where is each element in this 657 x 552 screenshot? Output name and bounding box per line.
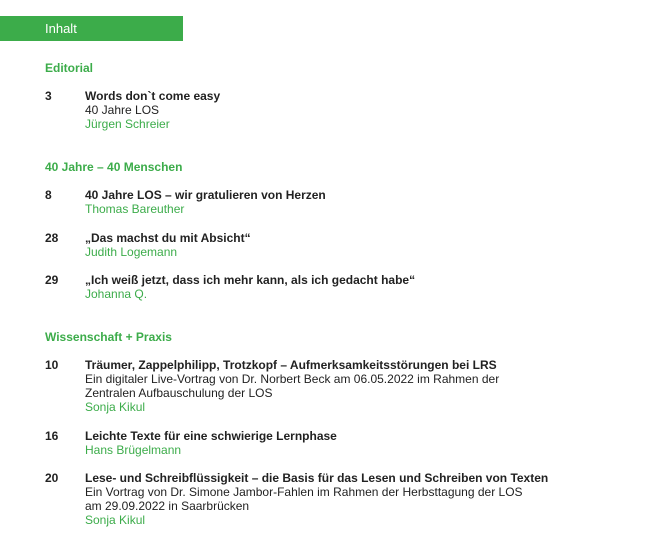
entry-author: Hans Brügelmann [85,443,182,457]
entry-author: Johanna Q. [85,287,148,301]
entry-author: Jürgen Schreier [85,117,170,131]
page-number: 3 [45,89,52,103]
entry-author: Sonja Kikul [85,513,146,527]
entry-description: Zentralen Aufbauschulung der LOS [85,386,273,400]
section-heading-editorial: Editorial [45,61,94,75]
entry-title: Leichte Texte für eine schwierige Lernphase [85,429,337,443]
entry-description: Ein Vortrag von Dr. Simone Jambor-Fahlen im Rahmen der Herbsttagung der LOS [85,485,523,499]
entry-title: Träumer, Zappelphilipp, Trotzkopf – Aufmerksamkeitsstörungen bei LRS [85,358,497,372]
toc-header-label: Inhalt [45,21,77,36]
entry-title: Lese- und Schreibflüssigkeit – die Basis für das Lesen und Schreiben von Texten [85,471,549,485]
toc-header-bar [0,16,183,41]
page-number: 28 [45,231,59,245]
entry-author: Sonja Kikul [85,400,146,414]
page-number: 10 [45,358,59,372]
entry-description: am 29.09.2022 in Saarbrücken [85,499,250,513]
page-number: 8 [45,188,52,202]
entry-title: „Das machst du mit Absicht“ [85,231,251,245]
entry-description: Ein digitaler Live-Vortrag von Dr. Norbert Beck am 06.05.2022 im Rahmen der [85,372,500,386]
entry-title: 40 Jahre LOS – wir gratulieren von Herzen [85,188,326,202]
entry-description: 40 Jahre LOS [85,103,160,117]
section-heading-wissenschaft: Wissenschaft + Praxis [45,330,172,344]
entry-title: „Ich weiß jetzt, dass ich mehr kann, als ich gedacht habe“ [85,273,416,287]
page-number: 29 [45,273,59,287]
page-number: 20 [45,471,59,485]
entry-title: Words don`t come easy [85,89,221,103]
entry-author: Judith Logemann [85,245,178,259]
page-number: 16 [45,429,59,443]
entry-author: Thomas Bareuther [85,202,185,216]
section-heading-40-jahre: 40 Jahre – 40 Menschen [45,160,183,174]
